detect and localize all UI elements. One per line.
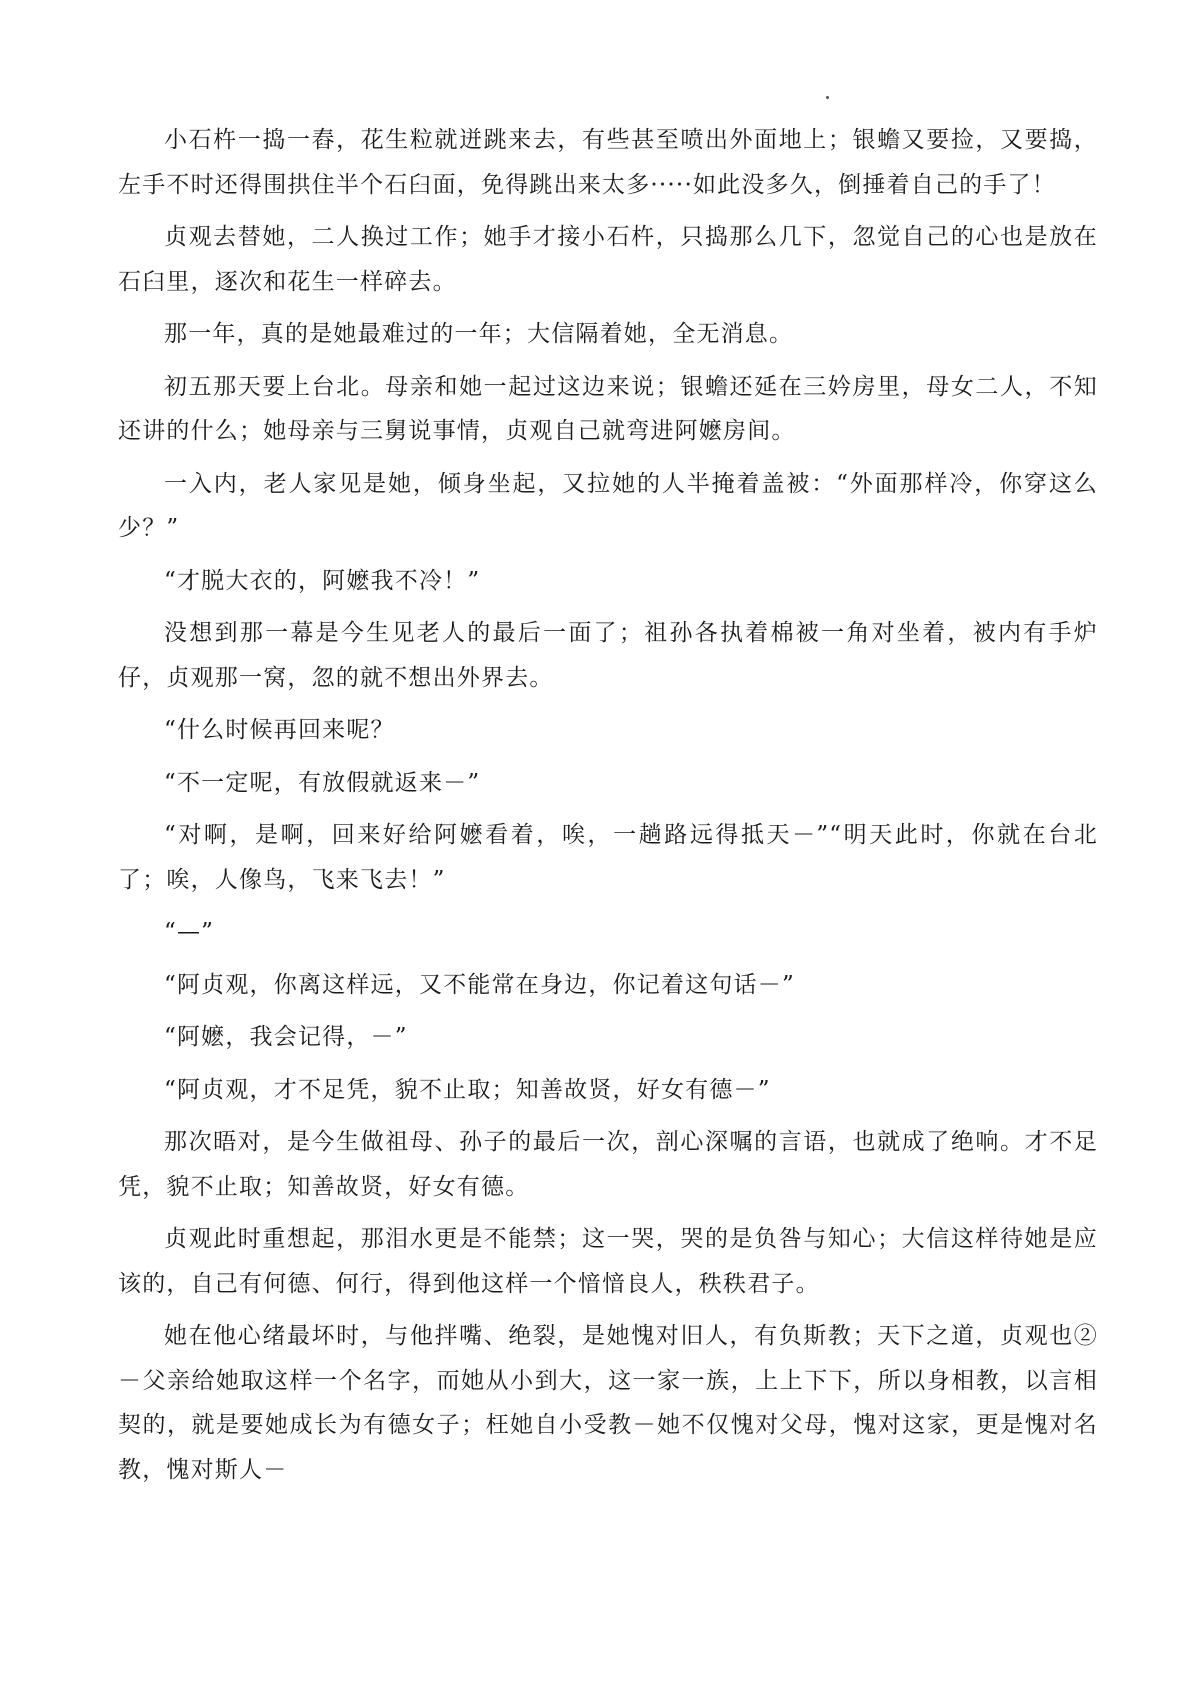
paragraph-15: 那次晤对，是今生做祖母、孙子的最后一次，剖心深嘱的言语，也就成了绝响。才不足凭，貌不止取；知善故贤，好女有德。 — [118, 1129, 1098, 1200]
paragraph-17: 她在他心绪最坏时，与他拌嘴、绝裂，是她愧对旧人，有负斯教；天下之道，贞观也②－父亲给她取这样一个名字，而她从小到大，这一家一族，上上下下，所以身相教，以言相契的，就是要她成长为有德女子；枉她自小受教－她不仅愧对父母，愧对这家，更是愧对名教，愧对斯人－ — [118, 1323, 1098, 1483]
paragraph-6: “才脱大衣的，阿嬷我不冷！” — [164, 567, 481, 594]
scan-dot-mark — [826, 96, 829, 99]
body-text — [118, 118, 1098, 1500]
paragraph-11: “—” — [164, 919, 215, 945]
paragraph-3: 那一年，真的是她最难过的一年；大信隔着她，全无消息。 — [164, 321, 794, 347]
paragraph-10: “对啊，是啊，回来好给阿嬷看着，唉，一趟路远得抵天－”“明天此时，你就在台北了；唉，人像鸟，飞来飞去！” — [118, 822, 1098, 893]
paragraph-4: 初五那天要上台北。母亲和她一起过这边来说；银蟾还延在三妗房里，母女二人，不知还讲的什么；她母亲与三舅说事情，贞观自己就弯进阿嬷房间。 — [118, 373, 1098, 444]
paragraph-9: “不一定呢，有放假就返来－” — [164, 769, 481, 796]
paragraph-7: 没想到那一幕是今生见老人的最后一面了；祖孙各执着棉被一角对坐着，被内有手炉仔，贞观那一窝，忽的就不想出外界去。 — [118, 620, 1098, 691]
paragraph-2: 贞观去替她，二人换过工作；她手才接小石杵，只捣那么几下，忽觉自己的心也是放在石臼里，逐次和花生一样碎去。 — [118, 224, 1098, 295]
paragraph-12: “阿贞观，你离这样远，又不能常在身边，你记着这句话－” — [164, 971, 795, 998]
paragraph-8: “什么时候再回来呢？ — [164, 717, 395, 743]
paragraph-1: 小石杵一捣一舂，花生粒就迸跳来去，有些甚至喷出外面地上；银蟾又要捡，又要捣，左手不时还得围拱住半个石臼面，免得跳出来太多·····如此没多久，倒捶着自己的手了！ — [118, 127, 1098, 198]
paragraph-5: 一入内，老人家见是她，倾身坐起，又拉她的人半掩着盖被：“外面那样冷，你穿这么少？” — [118, 470, 1098, 541]
paragraph-14: “阿贞观，才不足凭，貌不止取；知善故贤，好女有德－” — [164, 1076, 771, 1103]
paragraph-16: 贞观此时重想起，那泪水更是不能禁；这一哭，哭的是负咎与知心；大信这样待她是应该的，自己有何德、何行，得到他这样一个愔愔良人，秩秩君子。 — [118, 1226, 1098, 1297]
paragraph-13: “阿嬷，我会记得，－” — [164, 1024, 408, 1050]
